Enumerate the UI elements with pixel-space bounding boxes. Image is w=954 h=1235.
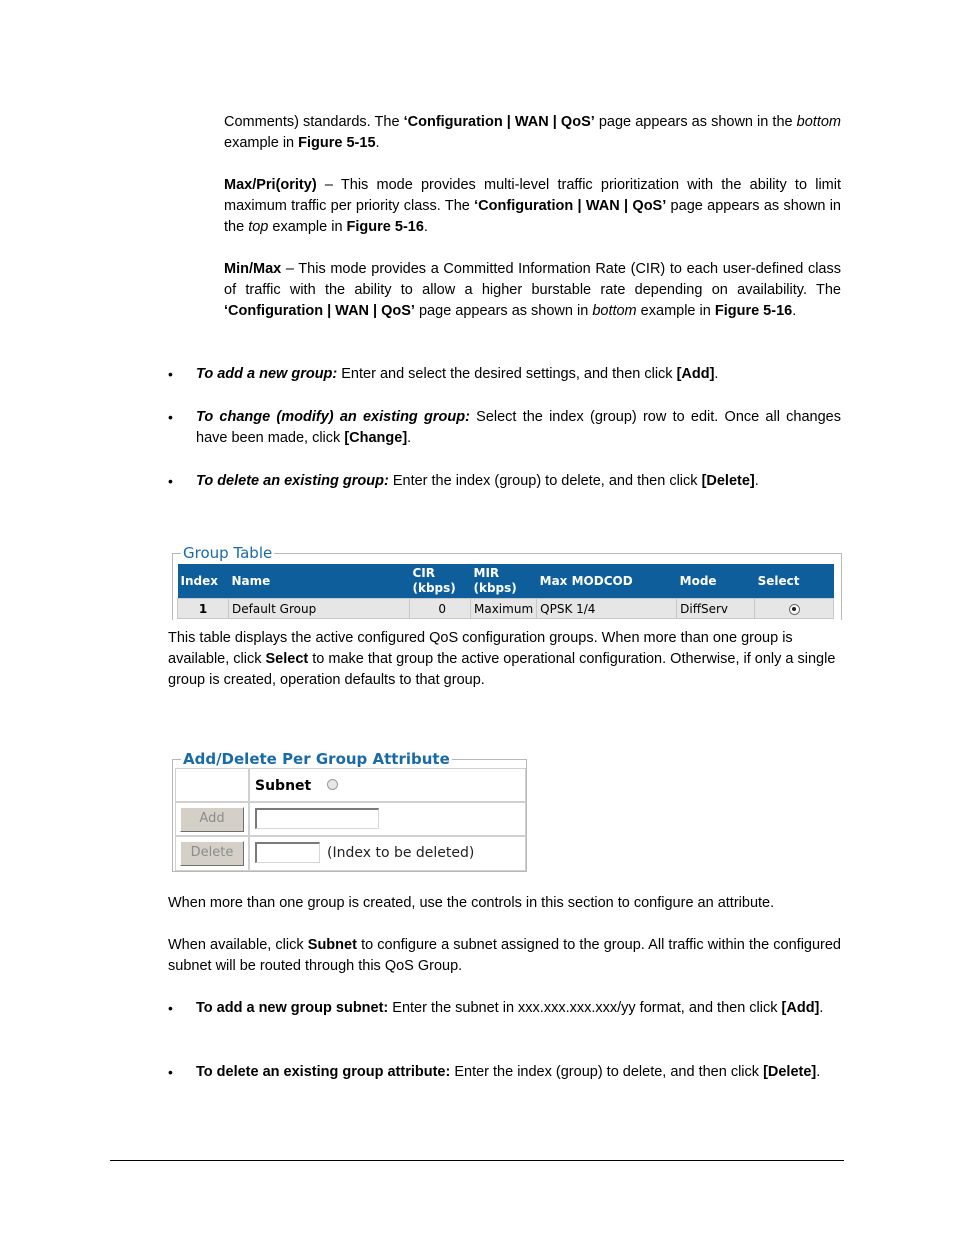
bullet-delete-group: To delete an existing group: Enter the index (group) to delete, and then click [Delete]. — [196, 473, 759, 489]
cell-mode: DiffServ — [677, 599, 755, 619]
bullet-add-subnet: To add a new group subnet: Enter the subnet in xxx.xxx.xxx.xxx/yy format, and then click [Add]. — [196, 1000, 824, 1016]
subnet-radio[interactable] — [327, 779, 338, 790]
bullet-change-group: To change (modify) an existing group: Select the index (group) row to edit. Once all changes have been made, click [Change]. — [196, 409, 841, 446]
cell-modcod: QPSK 1/4 — [537, 599, 677, 619]
header-mode: Mode — [679, 573, 717, 588]
cell-mir: Maximum — [471, 599, 537, 619]
delete-button[interactable]: Delete — [180, 841, 244, 866]
grid-cell-delete-input — [249, 836, 526, 871]
header-index: Index — [180, 573, 218, 588]
subnet-label: Subnet — [255, 778, 312, 794]
intro-paragraph-min-max: Min/Max – This mode provides a Committed Information Rate (CIR) to each user-defined class of traffic with the ability to allow a higher burstable rate depending on availability. The ‘Configuration | WAN | QoS’ page appears as shown in bottom example in Figure 5-16. — [224, 261, 841, 319]
table-row[interactable] — [178, 599, 834, 619]
grid-cell-add-button — [175, 802, 249, 836]
select-radio[interactable] — [789, 604, 800, 615]
group-table-legend: Group Table — [183, 544, 273, 562]
attribute-description: When more than one group is created, use the controls in this section to configure an attribute. — [168, 895, 775, 911]
subnet-input[interactable] — [255, 808, 379, 829]
header-mir: MIR (kbps) — [473, 566, 517, 595]
delete-index-input[interactable] — [255, 842, 320, 863]
bullet-dot: • — [168, 473, 173, 489]
cell-name: Default Group — [229, 599, 410, 619]
bullet-delete-attribute: To delete an existing group attribute: Enter the index (group) to delete, and then click [Delete]. — [196, 1064, 821, 1080]
group-table — [177, 564, 834, 619]
intro-paragraph-max-pri: Max/Pri(ority) – This mode provides multi-level traffic prioritization with the ability to limit maximum traffic per priority class. The ‘Configuration | WAN | QoS’ page appears as shown in the top example in Figure 5-16. — [224, 177, 841, 235]
cell-index: 1 — [178, 599, 229, 619]
bullet-dot: • — [168, 366, 173, 382]
cell-select — [755, 599, 834, 619]
grid-cell-subnet-input — [249, 802, 526, 836]
bullet-dot: • — [168, 1000, 173, 1016]
header-name: Name — [231, 573, 271, 588]
header-max-modcod: Max MODCOD — [539, 573, 633, 588]
grid-cell-subnet — [249, 768, 526, 802]
footer-divider — [110, 1160, 844, 1161]
grid-cell-delete-button — [175, 836, 249, 871]
group-table-description: This table displays the active configured QoS configuration groups. When more than one group is available, click Select to make that group the active operational configuration. Otherwise, if only a single group is created, operation defaults to that group. — [168, 630, 836, 688]
grid-cell-empty — [175, 768, 249, 802]
group-table-header — [178, 564, 834, 599]
bullet-dot: • — [168, 409, 173, 425]
subnet-description: When available, click Subnet to configure a subnet assigned to the group. All traffic within the configured subnet will be routed through this QoS Group. — [168, 937, 841, 974]
attribute-panel-legend: Add/Delete Per Group Attribute — [183, 750, 450, 768]
bullet-add-group: To add a new group: Enter and select the desired settings, and then click [Add]. — [196, 366, 719, 382]
header-select: Select — [757, 573, 800, 588]
bullet-dot: • — [168, 1064, 173, 1080]
cell-cir: 0 — [410, 599, 471, 619]
add-button[interactable]: Add — [180, 807, 244, 832]
intro-paragraph-standards: Comments) standards. The ‘Configuration | WAN | QoS’ page appears as shown in the bottom example in Figure 5-15. — [224, 114, 842, 151]
header-cir: CIR (kbps) — [412, 566, 456, 595]
delete-index-hint: (Index to be deleted) — [327, 845, 475, 861]
attribute-grid — [175, 768, 526, 871]
